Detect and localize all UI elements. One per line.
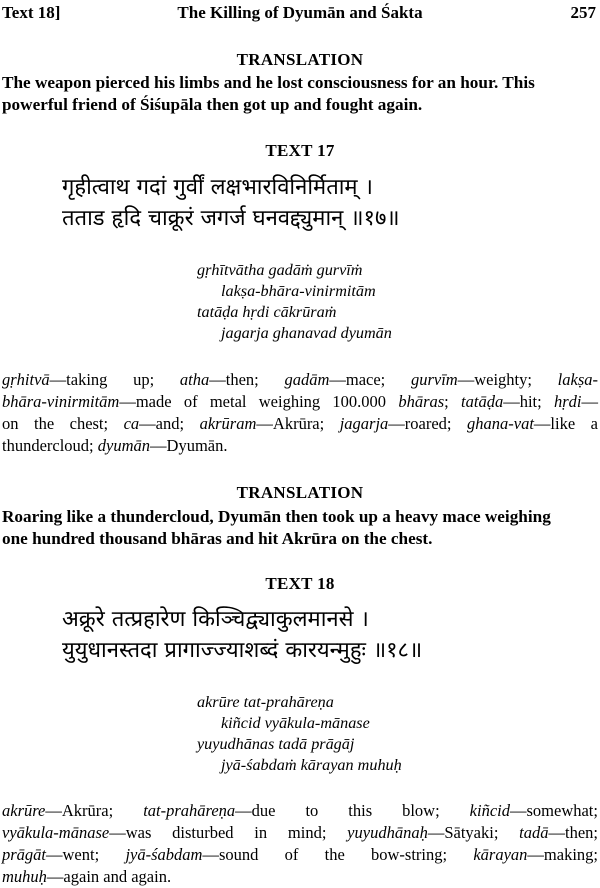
translation-line: powerful friend of Śiśupāla then got up and fought again. — [2, 95, 423, 114]
synonym-line — [2, 822, 598, 844]
sanskrit-term: tadā — [519, 823, 549, 842]
text-17-transliteration — [197, 260, 392, 344]
sanskrit-term: vyākula-mānase — [2, 823, 110, 842]
sanskrit-term: akrūre — [2, 801, 46, 820]
transliteration-line: akrūre tat-prahāreṇa — [197, 693, 334, 711]
sanskrit-term: prāgāt — [2, 845, 47, 864]
gloss-text: —Akrūra; — [45, 801, 144, 820]
gloss-text: —then; — [209, 370, 285, 389]
transliteration-line: kiñcid vyākula-mānase — [221, 714, 370, 732]
gloss-text: —like a — [533, 414, 598, 433]
transliteration-line: jyā-śabdaṁ kārayan muhuḥ — [221, 756, 402, 774]
translation-line: one hundred thousand bhāras and hit Akrūra on the chest. — [2, 529, 433, 548]
gloss-text: —Akrūra; — [256, 414, 340, 433]
synonym-line — [2, 413, 598, 435]
text-18-heading: TEXT 18 — [265, 574, 335, 593]
gloss-text: —making; — [527, 845, 598, 864]
gloss-text: —sound of the bow-string; — [202, 845, 474, 864]
sanskrit-term: dyumān — [97, 436, 151, 455]
synonym-line — [2, 391, 598, 413]
sanskrit-term: ghana-vat — [467, 414, 534, 433]
devanagari-line: अक्रूरे तत्प्रहारेण किञ्चिद्व्याकुलमानसे । — [62, 607, 369, 632]
gloss-text: —and; — [139, 414, 200, 433]
gloss-text: thundercloud; — [2, 436, 98, 455]
synonym-line — [2, 800, 598, 822]
gloss-text: —due to this blow; — [235, 801, 470, 820]
text-18-transliteration — [197, 692, 402, 776]
synonym-line — [2, 435, 598, 457]
gloss-text: —somewhat; — [509, 801, 598, 820]
gloss-text: —weighty; — [457, 370, 558, 389]
gloss-text: —again and again. — [46, 867, 172, 886]
gloss-text: —Dyumān. — [150, 436, 228, 455]
gloss-text: —mace; — [329, 370, 411, 389]
gloss-text: — — [581, 392, 598, 411]
sanskrit-term: tat-prahāreṇa — [143, 801, 236, 820]
sanskrit-term: muhuḥ — [2, 867, 47, 886]
text-17-heading: TEXT 17 — [265, 141, 335, 160]
devanagari-line: युयुधानस्तदा प्रागाज्ज्याशब्दं कारयन्मुहुः ॥१८॥ — [62, 638, 423, 663]
sanskrit-term: ca — [123, 414, 140, 433]
gloss-text: —was disturbed in mind; — [109, 823, 348, 842]
sanskrit-term: gadām — [284, 370, 330, 389]
translation-line: The weapon pierced his limbs and he lost consciousness for an hour. This — [2, 73, 535, 92]
sanskrit-term: gurvīm — [410, 370, 458, 389]
gloss-text: —Sātyaki; — [427, 823, 520, 842]
running-header — [0, 3, 600, 25]
gloss-text: on the chest; — [2, 414, 124, 433]
gloss-text: ; — [444, 392, 462, 411]
gloss-text: —then; — [548, 823, 599, 842]
gloss-text: —went; — [46, 845, 126, 864]
page-number: 257 — [570, 3, 596, 22]
gloss-text: —roared; — [388, 414, 467, 433]
sanskrit-term: jyā-śabdam — [125, 845, 203, 864]
transliteration-line: gṛhītvātha gadāṁ gurvīṁ — [197, 261, 363, 279]
translation-paragraph-2 — [2, 506, 598, 550]
transliteration-line: tatāḍa hṛdi cākrūraṁ — [197, 303, 337, 321]
translation-paragraph-1 — [2, 72, 598, 116]
gloss-text: —taking up; — [49, 370, 180, 389]
sanskrit-term: lakṣa- — [557, 370, 598, 389]
sanskrit-term: hṛdi — [553, 392, 582, 411]
transliteration-line: jagarja ghanavad dyumān — [221, 324, 392, 342]
sanskrit-term: kārayan — [473, 845, 528, 864]
header-chapter-title: The Killing of Dyumān and Śakta — [177, 3, 423, 22]
sanskrit-term: bhāras — [398, 392, 445, 411]
sanskrit-term: akrūram — [199, 414, 257, 433]
sanskrit-term: gṛhitvā — [2, 370, 50, 389]
text-17-devanagari-verse — [62, 172, 400, 234]
sanskrit-term: kiñcid — [469, 801, 510, 820]
sanskrit-term: bhāra-vinirmitām — [2, 392, 120, 411]
sanskrit-term: jagarja — [339, 414, 389, 433]
synonym-line — [2, 844, 598, 866]
sanskrit-term: yuyudhānaḥ — [347, 823, 428, 842]
sanskrit-term: atha — [179, 370, 210, 389]
devanagari-line: तताड हृदि चाक्रूरं जगर्ज घनवद्द्युमान् ॥१७॥ — [62, 206, 400, 231]
transliteration-line: lakṣa-bhāra-vinirmitām — [221, 282, 376, 300]
synonym-line — [2, 369, 598, 391]
gloss-text: —made of metal weighing 100.000 — [119, 392, 399, 411]
text-17-synonyms — [2, 369, 598, 457]
devanagari-line: गृहीत्वाथ गदां गुर्वीं लक्षभारविनिर्मिताम् । — [62, 175, 373, 200]
translation-heading-1: TRANSLATION — [236, 50, 364, 69]
gloss-text: —hit; — [503, 392, 554, 411]
text-18-synonyms — [2, 800, 598, 888]
translation-line: Roaring like a thundercloud, Dyumān then took up a heavy mace weighing — [2, 507, 551, 526]
synonym-line — [2, 866, 598, 888]
transliteration-line: yuyudhānas tadā prāgāj — [197, 735, 355, 753]
header-text-reference: Text 18] — [2, 3, 61, 22]
sanskrit-term: tatāḍa — [461, 392, 504, 411]
text-18-devanagari-verse — [62, 604, 422, 666]
translation-heading-2: TRANSLATION — [236, 483, 364, 502]
